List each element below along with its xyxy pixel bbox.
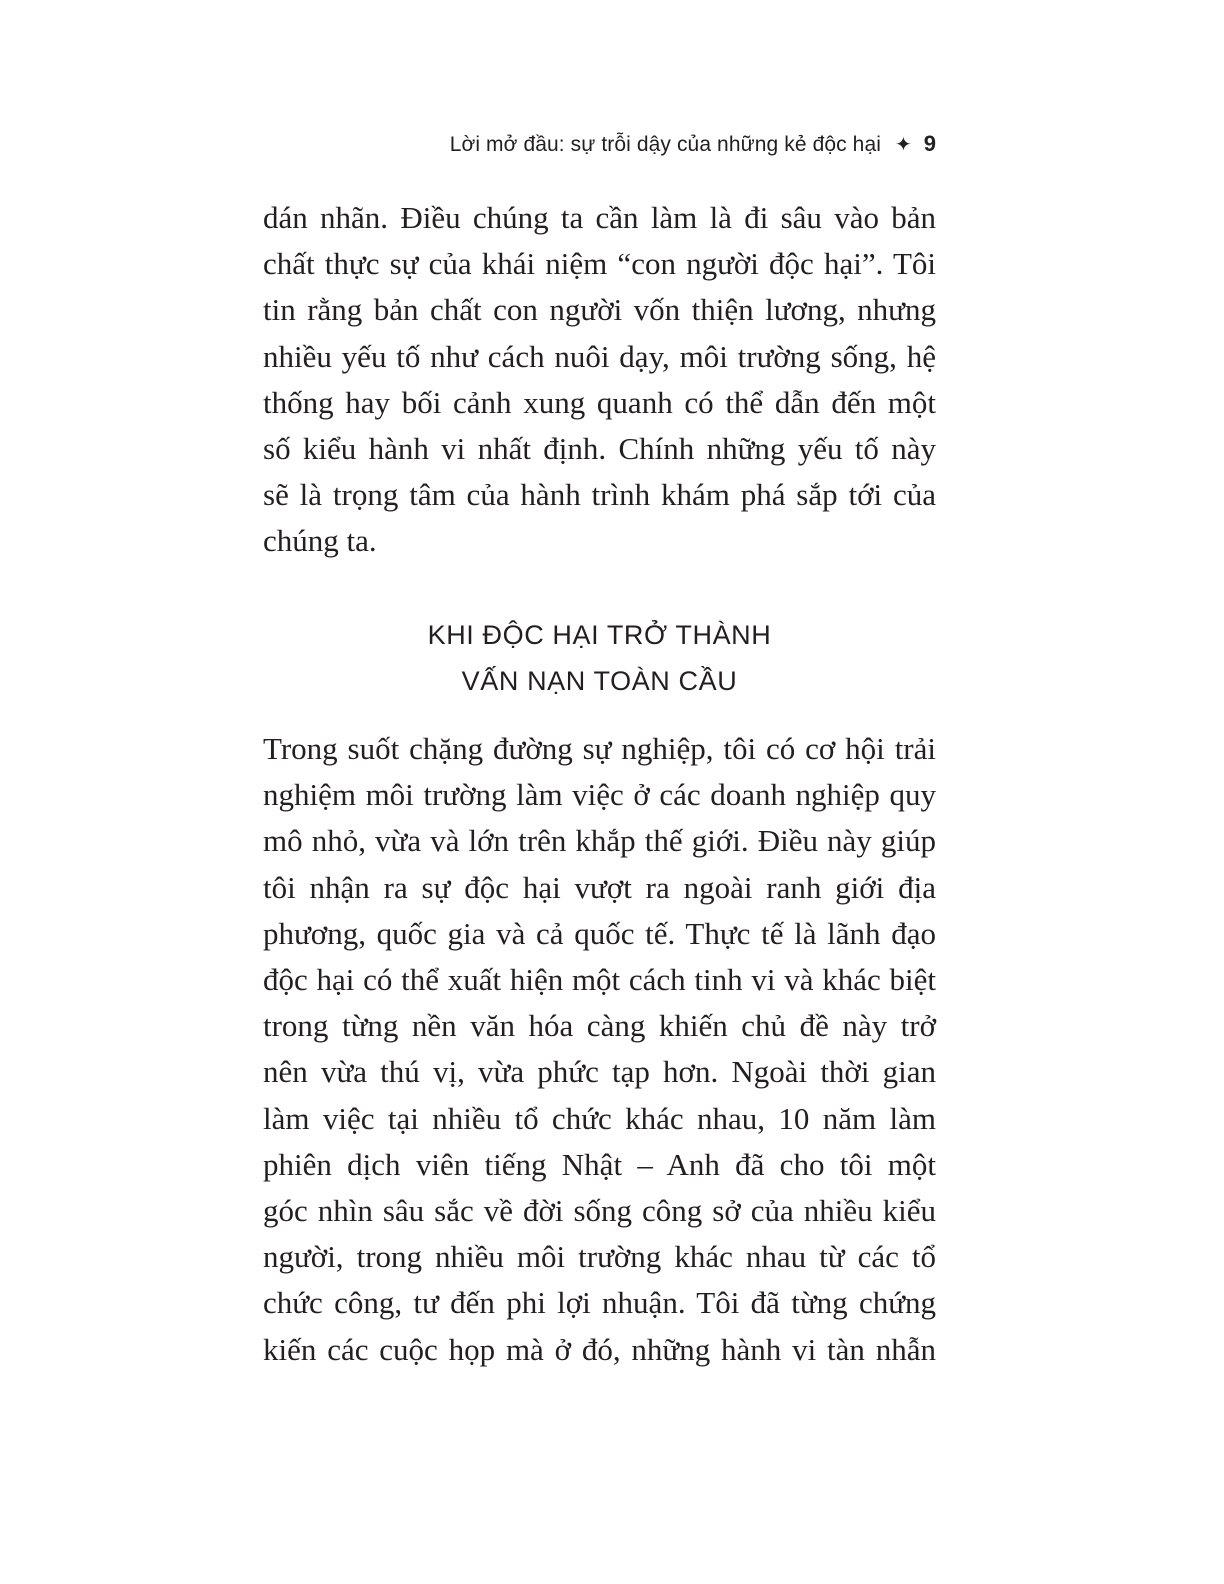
text-line: nên vừa thú vị, vừa phức tạp hơn. Ngoài thời gian [263,1054,936,1090]
text-line: góc nhìn sâu sắc về đời sống công sở của nhiều kiểu [263,1193,936,1229]
text-line: phiên dịch viên tiếng Nhật – Anh đã cho tôi một [263,1146,936,1182]
text-line: chức công, tư đến phi lợi nhuận. Tôi đã từng chứng [263,1285,936,1321]
text-line: tôi nhận ra sự độc hại vượt ra ngoài ranh giới địa [263,869,936,905]
section-heading [263,612,936,704]
text-line: số kiểu hành vi nhất định. Chính những yếu tố này [263,431,936,467]
text-line: mô nhỏ, vừa và lớn trên khắp thế giới. Điều này giúp [263,823,936,859]
text-line: phương, quốc gia và cả quốc tế. Thực tế là lãnh đạo [263,915,936,951]
text-line: sẽ là trọng tâm của hành trình khám phá sắp tới của [263,477,936,513]
text-line: kiến các cuộc họp mà ở đó, những hành vi tàn nhẫn [263,1331,936,1367]
body-paragraph-1 [263,195,936,565]
section-heading-line: KHI ĐỘC HẠI TRỞ THÀNH [427,620,772,650]
text-line: độc hại có thể xuất hiện một cách tinh vi và khác biệt [263,962,936,998]
running-header [450,128,936,161]
section-heading-line: VẤN NẠN TOÀN CẦU [461,666,738,696]
text-line: nghiệm môi trường làm việc ở các doanh nghiệp quy [263,777,936,813]
text-line: chất thực sự của khái niệm “con người độc hại”. Tôi [263,246,936,282]
text-line: Trong suốt chặng đường sự nghiệp, tôi có cơ hội trải [263,731,936,766]
text-line: thống hay bối cảnh xung quanh có thể dẫn đến một [263,384,936,420]
body-paragraph-2 [263,726,936,1373]
text-line: trong từng nền văn hóa càng khiến chủ đề này trở [263,1008,936,1044]
text-line: chúng ta. [263,523,377,559]
chapter-title: Lời mở đầu: sự trỗi dậy của những kẻ độc hại [449,133,881,156]
text-line: người, trong nhiều môi trường khác nhau từ các tổ [263,1239,936,1275]
star-separator-icon: ✦ [894,134,912,156]
text-line: dán nhãn. Điều chúng ta cần làm là đi sâu vào bản [263,200,936,235]
page-number: 9 [923,131,936,156]
text-line: nhiều yếu tố như cách nuôi dạy, môi trường sống, hệ [263,338,936,374]
text-line: làm việc tại nhiều tổ chức khác nhau, 10 năm làm [263,1100,936,1136]
text-line: tin rằng bản chất con người vốn thiện lương, nhưng [263,292,936,328]
